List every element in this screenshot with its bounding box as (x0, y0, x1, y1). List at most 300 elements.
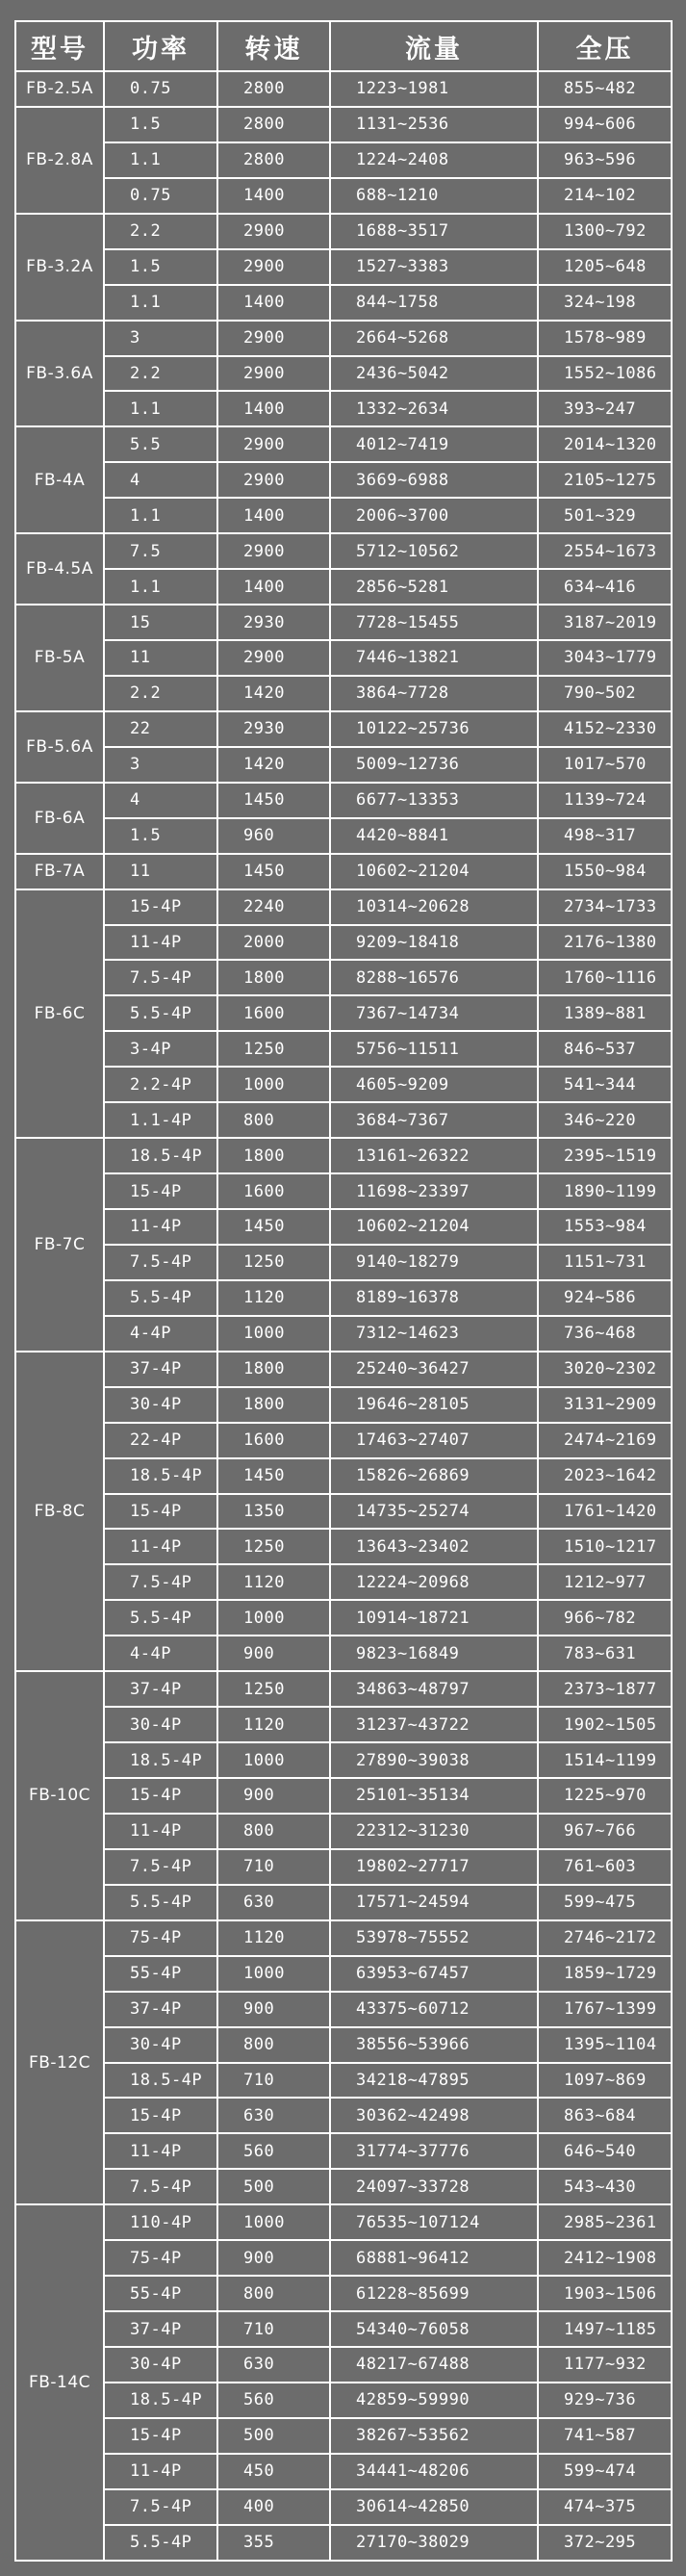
power-cell: 15-4P (104, 1173, 217, 1209)
airflow-cell: 844~1758 (330, 285, 538, 321)
table-row (15, 2098, 672, 2133)
power-cell: 15-4P (104, 1494, 217, 1530)
power-cell: 7.5-4P (104, 1564, 217, 1600)
airflow-cell: 24097~33728 (330, 2169, 538, 2204)
airflow-cell: 76535~107124 (330, 2204, 538, 2240)
speed-cell: 630 (217, 2347, 330, 2383)
airflow-cell: 31774~37776 (330, 2133, 538, 2169)
table-row (15, 2169, 672, 2204)
table-row (15, 498, 672, 533)
power-cell: 30-4P (104, 2347, 217, 2383)
pressure-cell: 2395~1519 (538, 1138, 672, 1173)
table-row (15, 426, 672, 462)
speed-cell: 800 (217, 2027, 330, 2063)
speed-cell: 900 (217, 1992, 330, 2027)
pressure-cell: 1761~1420 (538, 1494, 672, 1530)
table-row (15, 2240, 672, 2276)
airflow-cell: 17463~27407 (330, 1423, 538, 1458)
speed-cell: 1120 (217, 1564, 330, 1600)
power-cell: 11-4P (104, 1529, 217, 1564)
pressure-cell: 1212~977 (538, 1564, 672, 1600)
table-row (15, 2454, 672, 2489)
speed-cell: 2900 (217, 321, 330, 356)
pressure-cell: 474~375 (538, 2489, 672, 2525)
speed-cell: 2930 (217, 605, 330, 640)
airflow-cell: 9140~18279 (330, 1245, 538, 1280)
pressure-cell: 1225~970 (538, 1778, 672, 1814)
table-row (15, 1778, 672, 1814)
power-cell: 30-4P (104, 1387, 217, 1423)
pressure-cell: 1760~1116 (538, 960, 672, 995)
airflow-cell: 63953~67457 (330, 1956, 538, 1992)
airflow-cell: 6677~13353 (330, 783, 538, 818)
table-row (15, 178, 672, 214)
airflow-cell: 30614~42850 (330, 2489, 538, 2525)
pressure-cell: 855~482 (538, 71, 672, 107)
power-cell: 7.5-4P (104, 960, 217, 995)
speed-cell: 2900 (217, 214, 330, 249)
model-cell: FB-7C (15, 1138, 104, 1352)
pressure-cell: 1097~869 (538, 2063, 672, 2099)
pressure-cell: 2734~1733 (538, 889, 672, 925)
speed-cell: 1250 (217, 1245, 330, 1280)
power-cell: 18.5-4P (104, 1458, 217, 1494)
speed-cell: 800 (217, 1814, 330, 1849)
airflow-cell: 25101~35134 (330, 1778, 538, 1814)
airflow-cell: 34218~47895 (330, 2063, 538, 2099)
table-row (15, 889, 672, 925)
power-cell: 30-4P (104, 2027, 217, 2063)
power-cell: 7.5-4P (104, 1245, 217, 1280)
power-cell: 4 (104, 783, 217, 818)
power-cell: 0.75 (104, 178, 217, 214)
power-cell: 4-4P (104, 1316, 217, 1352)
speed-cell: 1120 (217, 1280, 330, 1316)
table-row (15, 1423, 672, 1458)
speed-cell: 1000 (217, 1956, 330, 1992)
speed-cell: 1000 (217, 1600, 330, 1636)
table-row (15, 71, 672, 107)
speed-cell: 2900 (217, 640, 330, 676)
pressure-cell: 2554~1673 (538, 533, 672, 569)
speed-cell: 2900 (217, 249, 330, 285)
airflow-cell: 22312~31230 (330, 1814, 538, 1849)
table-row (15, 2276, 672, 2311)
power-cell: 1.1 (104, 285, 217, 321)
table-row (15, 1352, 672, 1387)
table-row (15, 676, 672, 711)
table-row (15, 2418, 672, 2454)
pressure-cell: 1139~724 (538, 783, 672, 818)
speed-cell: 1600 (217, 995, 330, 1031)
airflow-cell: 19646~28105 (330, 1387, 538, 1423)
pressure-cell: 736~468 (538, 1316, 672, 1352)
speed-cell: 1250 (217, 1529, 330, 1564)
table-row (15, 1316, 672, 1352)
speed-cell: 1000 (217, 1316, 330, 1352)
airflow-cell: 3684~7367 (330, 1102, 538, 1138)
table-row (15, 1031, 672, 1067)
pressure-cell: 2474~2169 (538, 1423, 672, 1458)
pressure-cell: 1553~984 (538, 1209, 672, 1245)
airflow-cell: 1224~2408 (330, 142, 538, 178)
airflow-cell: 2436~5042 (330, 356, 538, 392)
airflow-cell: 2856~5281 (330, 569, 538, 605)
speed-cell: 900 (217, 1636, 330, 1671)
speed-cell: 1800 (217, 1387, 330, 1423)
model-cell: FB-5A (15, 605, 104, 711)
power-cell: 1.1 (104, 391, 217, 426)
airflow-cell: 3669~6988 (330, 462, 538, 498)
power-cell: 5.5-4P (104, 995, 217, 1031)
pressure-cell: 1205~648 (538, 249, 672, 285)
power-cell: 1.1 (104, 142, 217, 178)
pressure-cell: 1552~1086 (538, 356, 672, 392)
table-row (15, 107, 672, 142)
power-cell: 1.1-4P (104, 1102, 217, 1138)
table-row (15, 462, 672, 498)
table-row (15, 214, 672, 249)
pressure-cell: 1902~1505 (538, 1707, 672, 1742)
speed-cell: 1400 (217, 178, 330, 214)
pressure-cell: 599~475 (538, 1885, 672, 1920)
speed-cell: 1000 (217, 1742, 330, 1778)
table-row (15, 1814, 672, 1849)
speed-cell: 1450 (217, 783, 330, 818)
speed-cell: 1600 (217, 1173, 330, 1209)
speed-cell: 1350 (217, 1494, 330, 1530)
table-row (15, 533, 672, 569)
airflow-cell: 61228~85699 (330, 2276, 538, 2311)
speed-cell: 2800 (217, 142, 330, 178)
speed-cell: 2900 (217, 533, 330, 569)
speed-cell: 1800 (217, 960, 330, 995)
model-cell: FB-6A (15, 783, 104, 854)
power-cell: 55-4P (104, 1956, 217, 1992)
pressure-cell: 3043~1779 (538, 640, 672, 676)
pressure-cell: 634~416 (538, 569, 672, 605)
table-row (15, 142, 672, 178)
airflow-cell: 31237~43722 (330, 1707, 538, 1742)
pressure-cell: 1017~570 (538, 747, 672, 783)
airflow-cell: 10314~20628 (330, 889, 538, 925)
power-cell: 1.5 (104, 818, 217, 854)
speed-cell: 710 (217, 2063, 330, 2099)
airflow-cell: 9209~18418 (330, 925, 538, 961)
table-row (15, 2383, 672, 2418)
airflow-cell: 7367~14734 (330, 995, 538, 1031)
pressure-cell: 1300~792 (538, 214, 672, 249)
pressure-cell: 924~586 (538, 1280, 672, 1316)
speed-cell: 900 (217, 1778, 330, 1814)
airflow-cell: 688~1210 (330, 178, 538, 214)
pressure-cell: 1767~1399 (538, 1992, 672, 2027)
pressure-cell: 741~587 (538, 2418, 672, 2454)
airflow-cell: 10122~25736 (330, 711, 538, 747)
table-row (15, 1636, 672, 1671)
speed-cell: 1420 (217, 676, 330, 711)
speed-cell: 450 (217, 2454, 330, 2489)
pressure-cell: 761~603 (538, 1849, 672, 1885)
table-row (15, 356, 672, 392)
pressure-cell: 2985~2361 (538, 2204, 672, 2240)
pressure-cell: 501~329 (538, 498, 672, 533)
power-cell: 18.5-4P (104, 2063, 217, 2099)
table-row (15, 2027, 672, 2063)
pressure-cell: 1890~1199 (538, 1173, 672, 1209)
airflow-cell: 3864~7728 (330, 676, 538, 711)
table-row (15, 711, 672, 747)
pressure-cell: 543~430 (538, 2169, 672, 2204)
power-cell: 11-4P (104, 1209, 217, 1245)
table-row (15, 1671, 672, 1707)
airflow-cell: 15826~26869 (330, 1458, 538, 1494)
table-row (15, 1707, 672, 1742)
speed-cell: 1000 (217, 2204, 330, 2240)
speed-cell: 630 (217, 1885, 330, 1920)
pressure-cell: 966~782 (538, 1600, 672, 1636)
power-cell: 18.5-4P (104, 1742, 217, 1778)
pressure-cell: 783~631 (538, 1636, 672, 1671)
power-cell: 37-4P (104, 2311, 217, 2347)
airflow-cell: 12224~20968 (330, 1564, 538, 1600)
pressure-cell: 346~220 (538, 1102, 672, 1138)
power-cell: 3 (104, 747, 217, 783)
speed-cell: 1400 (217, 285, 330, 321)
table-row (15, 1920, 672, 1956)
power-cell: 37-4P (104, 1992, 217, 2027)
pressure-cell: 324~198 (538, 285, 672, 321)
power-cell: 18.5-4P (104, 1138, 217, 1173)
speed-cell: 1400 (217, 569, 330, 605)
fan-spec-table (14, 20, 673, 2562)
table-row (15, 783, 672, 818)
power-cell: 2.2-4P (104, 1067, 217, 1102)
table-row (15, 1173, 672, 1209)
model-cell: FB-12C (15, 1920, 104, 2205)
power-cell: 11-4P (104, 2454, 217, 2489)
table-row (15, 640, 672, 676)
pressure-cell: 846~537 (538, 1031, 672, 1067)
power-cell: 15-4P (104, 1778, 217, 1814)
speed-cell: 560 (217, 2383, 330, 2418)
power-cell: 0.75 (104, 71, 217, 107)
power-cell: 4 (104, 462, 217, 498)
spec-table-body (15, 71, 672, 2561)
table-row (15, 818, 672, 854)
airflow-cell: 1527~3383 (330, 249, 538, 285)
pressure-cell: 599~474 (538, 2454, 672, 2489)
airflow-cell: 2664~5268 (330, 321, 538, 356)
table-row (15, 2063, 672, 2099)
airflow-cell: 10602~21204 (330, 1209, 538, 1245)
airflow-cell: 9823~16849 (330, 1636, 538, 1671)
header-row (15, 21, 672, 71)
power-cell: 55-4P (104, 2276, 217, 2311)
model-cell: FB-10C (15, 1671, 104, 1920)
model-cell: FB-7A (15, 854, 104, 889)
power-cell: 37-4P (104, 1352, 217, 1387)
model-cell: FB-8C (15, 1352, 104, 1671)
table-row (15, 2525, 672, 2561)
table-row (15, 1529, 672, 1564)
airflow-cell: 1131~2536 (330, 107, 538, 142)
speed-cell: 2000 (217, 925, 330, 961)
table-row (15, 995, 672, 1031)
speed-cell: 710 (217, 2311, 330, 2347)
header-airflow: 流量 (330, 21, 538, 71)
speed-cell: 1400 (217, 498, 330, 533)
speed-cell: 900 (217, 2240, 330, 2276)
airflow-cell: 11698~23397 (330, 1173, 538, 1209)
speed-cell: 2900 (217, 426, 330, 462)
airflow-cell: 2006~3700 (330, 498, 538, 533)
airflow-cell: 27170~38029 (330, 2525, 538, 2561)
table-row (15, 854, 672, 889)
power-cell: 7.5-4P (104, 2169, 217, 2204)
speed-cell: 710 (217, 1849, 330, 1885)
power-cell: 11-4P (104, 1814, 217, 1849)
pressure-cell: 2014~1320 (538, 426, 672, 462)
airflow-cell: 10914~18721 (330, 1600, 538, 1636)
airflow-cell: 19802~27717 (330, 1849, 538, 1885)
power-cell: 75-4P (104, 1920, 217, 1956)
pressure-cell: 994~606 (538, 107, 672, 142)
power-cell: 5.5-4P (104, 1600, 217, 1636)
pressure-cell: 2023~1642 (538, 1458, 672, 1494)
airflow-cell: 7312~14623 (330, 1316, 538, 1352)
airflow-cell: 27890~39038 (330, 1742, 538, 1778)
table-row (15, 1458, 672, 1494)
pressure-cell: 1514~1199 (538, 1742, 672, 1778)
airflow-cell: 43375~60712 (330, 1992, 538, 2027)
power-cell: 5.5-4P (104, 1280, 217, 1316)
airflow-cell: 34863~48797 (330, 1671, 538, 1707)
fan-spec-sheet (14, 20, 671, 2562)
airflow-cell: 8288~16576 (330, 960, 538, 995)
power-cell: 7.5-4P (104, 2489, 217, 2525)
pressure-cell: 3187~2019 (538, 605, 672, 640)
speed-cell: 2900 (217, 462, 330, 498)
table-row (15, 1387, 672, 1423)
model-cell: FB-14C (15, 2204, 104, 2561)
pressure-cell: 1177~932 (538, 2347, 672, 2383)
speed-cell: 1450 (217, 1458, 330, 1494)
speed-cell: 800 (217, 2276, 330, 2311)
pressure-cell: 646~540 (538, 2133, 672, 2169)
table-row (15, 2489, 672, 2525)
pressure-cell: 1389~881 (538, 995, 672, 1031)
table-row (15, 1564, 672, 1600)
speed-cell: 400 (217, 2489, 330, 2525)
pressure-cell: 2105~1275 (538, 462, 672, 498)
speed-cell: 1800 (217, 1352, 330, 1387)
table-row (15, 285, 672, 321)
speed-cell: 1120 (217, 1707, 330, 1742)
speed-cell: 2900 (217, 356, 330, 392)
airflow-cell: 4605~9209 (330, 1067, 538, 1102)
table-row (15, 569, 672, 605)
power-cell: 15-4P (104, 2098, 217, 2133)
pressure-cell: 790~502 (538, 676, 672, 711)
airflow-cell: 48217~67488 (330, 2347, 538, 2383)
pressure-cell: 4152~2330 (538, 711, 672, 747)
pressure-cell: 2412~1908 (538, 2240, 672, 2276)
pressure-cell: 393~247 (538, 391, 672, 426)
airflow-cell: 13161~26322 (330, 1138, 538, 1173)
power-cell: 15-4P (104, 2418, 217, 2454)
speed-cell: 2240 (217, 889, 330, 925)
airflow-cell: 4420~8841 (330, 818, 538, 854)
airflow-cell: 13643~23402 (330, 1529, 538, 1564)
pressure-cell: 2373~1877 (538, 1671, 672, 1707)
model-cell: FB-3.6A (15, 321, 104, 427)
table-row (15, 1245, 672, 1280)
pressure-cell: 1903~1506 (538, 2276, 672, 2311)
table-row (15, 2204, 672, 2240)
power-cell: 18.5-4P (104, 2383, 217, 2418)
model-cell: FB-5.6A (15, 711, 104, 783)
speed-cell: 1400 (217, 391, 330, 426)
model-cell: FB-6C (15, 889, 104, 1139)
table-row (15, 1494, 672, 1530)
speed-cell: 1800 (217, 1138, 330, 1173)
power-cell: 22 (104, 711, 217, 747)
table-row (15, 1067, 672, 1102)
pressure-cell: 2176~1380 (538, 925, 672, 961)
airflow-cell: 54340~76058 (330, 2311, 538, 2347)
airflow-cell: 1332~2634 (330, 391, 538, 426)
table-row (15, 747, 672, 783)
power-cell: 5.5-4P (104, 2525, 217, 2561)
pressure-cell: 498~317 (538, 818, 672, 854)
airflow-cell: 68881~96412 (330, 2240, 538, 2276)
table-row (15, 391, 672, 426)
power-cell: 1.1 (104, 498, 217, 533)
table-row (15, 1209, 672, 1245)
power-cell: 1.5 (104, 249, 217, 285)
airflow-cell: 34441~48206 (330, 2454, 538, 2489)
model-cell: FB-4A (15, 426, 104, 533)
power-cell: 1.5 (104, 107, 217, 142)
pressure-cell: 372~295 (538, 2525, 672, 2561)
power-cell: 37-4P (104, 1671, 217, 1707)
model-cell: FB-3.2A (15, 214, 104, 321)
airflow-cell: 30362~42498 (330, 2098, 538, 2133)
power-cell: 11-4P (104, 2133, 217, 2169)
power-cell: 110-4P (104, 2204, 217, 2240)
speed-cell: 1120 (217, 1920, 330, 1956)
pressure-cell: 1578~989 (538, 321, 672, 356)
speed-cell: 500 (217, 2418, 330, 2454)
table-row (15, 249, 672, 285)
speed-cell: 1250 (217, 1671, 330, 1707)
power-cell: 11 (104, 640, 217, 676)
pressure-cell: 1497~1185 (538, 2311, 672, 2347)
power-cell: 1.1 (104, 569, 217, 605)
speed-cell: 1450 (217, 1209, 330, 1245)
table-row (15, 1885, 672, 1920)
header-power: 功率 (104, 21, 217, 71)
power-cell: 15 (104, 605, 217, 640)
airflow-cell: 7728~15455 (330, 605, 538, 640)
pressure-cell: 1859~1729 (538, 1956, 672, 1992)
speed-cell: 2800 (217, 71, 330, 107)
table-row (15, 2347, 672, 2383)
pressure-cell: 1550~984 (538, 854, 672, 889)
power-cell: 2.2 (104, 356, 217, 392)
table-row (15, 960, 672, 995)
